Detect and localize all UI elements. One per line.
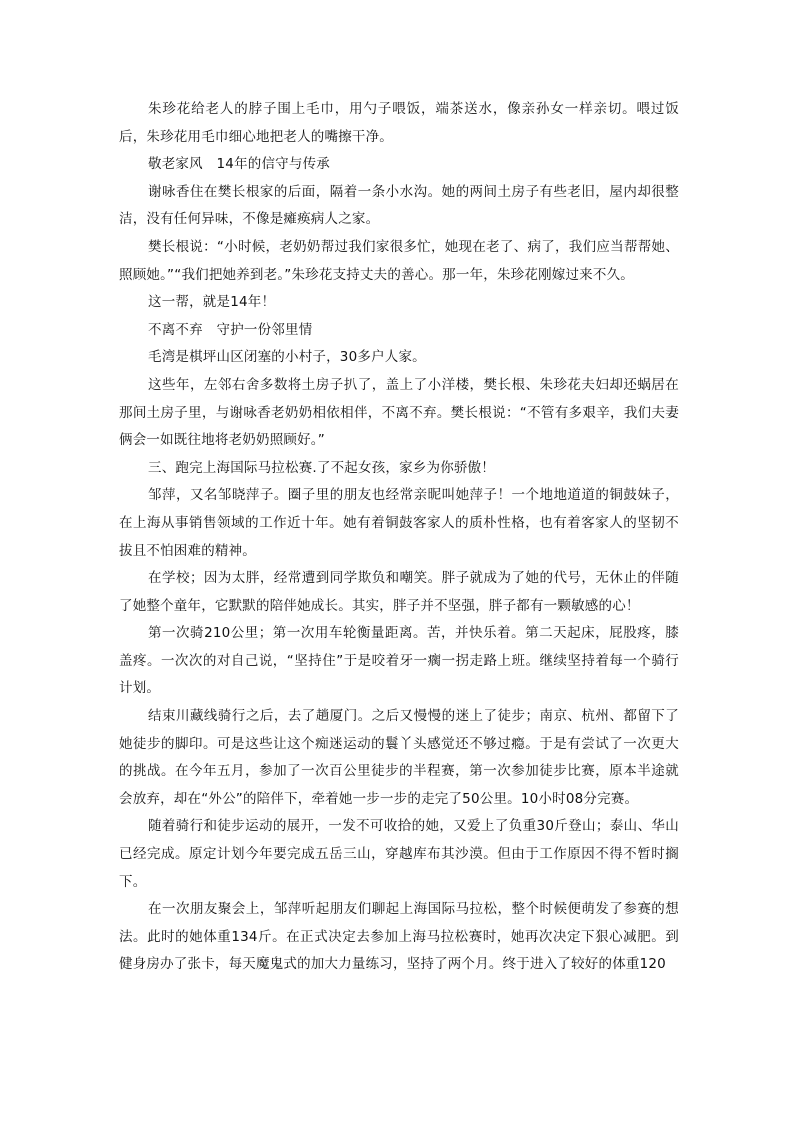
paragraph-11: 在学校；因为太胖，经常遭到同学欺负和嘲笑。胖子就成为了她的代号，无休止的伴随了她整个童年，它默默的陪伴她成长。其实，胖子并不坚强，胖子都有一颗敏感的心！	[119, 570, 679, 614]
paragraph-10: 邹萍，又名邹晓萍子。圈子里的朋友也经常亲昵叫她萍子！一个地地道道的铜鼓妹子，在上海从事销售领域的工作近十年。她有着铜鼓客家人的质朴性格，也有着客家人的坚韧不拔且不怕困难的精神。	[119, 487, 679, 559]
document-body	[119, 96, 679, 979]
paragraph-3: 谢咏香住在樊长根家的后面，隔着一条小水沟。她的两间土房子有些老旧，屋内却很整洁，没有任何异味，不像是瘫痪病人之家。	[119, 183, 679, 228]
paragraph-1: 朱珍花给老人的脖子围上毛巾，用勺子喂饭，端茶送水，像亲孙女一样亲切。喂过饭后，朱珍花用毛巾细心地把老人的嘴擦干净。	[119, 101, 679, 145]
paragraph-8: 这些年，左邻右舍多数将土房子扒了，盖上了小洋楼，樊长根、朱珍花夫妇却还蜗居在那间土房子里，与谢咏香老奶奶相依相伴，不离不弃。樊长根说：“不管有多艰辛，我们夫妻俩会一如既往地将老奶奶照顾好。”	[119, 376, 679, 449]
section-heading-respect-elders: 敬老家风 14年的信守与传承	[148, 156, 330, 173]
paragraph-5: 这一帮，就是14年！	[148, 294, 276, 311]
paragraph-7: 毛湾是棋坪山区闭塞的小村子，30多户人家。	[148, 349, 426, 366]
paragraph-14: 随着骑行和徒步运动的展开，一发不可收拾的她，又爱上了负重30斤登山；泰山、华山已经完成。原定计划今年要完成五岳三山，穿越库布其沙漠。但由于工作原因不得不暂时搁下。	[119, 818, 679, 890]
section-heading-marathon: 三、跑完上海国际马拉松赛.了不起女孩，家乡为你骄傲！	[148, 459, 495, 476]
paragraph-4: 樊长根说：“小时候，老奶奶帮过我们家很多忙，她现在老了、病了，我们应当帮帮她、照顾她。”“我们把她养到老。”朱珍花支持丈夫的善心。那一年，朱珍花刚嫁过来不久。	[119, 238, 679, 283]
section-heading-neighbor: 不离不弃 守护一份邻里情	[148, 321, 313, 338]
paragraph-15: 在一次朋友聚会上，邹萍听起朋友们聊起上海国际马拉松，整个时候便萌发了参赛的想法。此时的她体重134斤。在正式决定去参加上海马拉松赛时，她再次决定下狠心减肥。到健身房办了张卡，每天魔鬼式的加大力量练习，坚持了两个月。终于进入了较好的体重120	[119, 901, 679, 973]
paragraph-12: 第一次骑210公里；第一次用车轮衡量距离。苦，并快乐着。第二天起床，屁股疼，膝盖疼。一次次的对自己说，“坚持住”于是咬着牙一瘸一拐走路上班。继续坚持着每一个骑行计划。	[119, 625, 679, 697]
paragraph-13: 结束川藏线骑行之后，去了趟厦门。之后又慢慢的迷上了徒步；南京、杭州、都留下了她徒步的脚印。可是这些让这个痴迷运动的鬟丫头感觉还不够过瘾。于是有尝试了一次更大的挑战。在今年五月，参加了一次百公里徒步的半程赛，第一次参加徒步比赛，原本半途就会放弃，却在“外公”的陪伴下，牵着她一步一步的走完了50公里。10小时08分完赛。	[119, 708, 679, 807]
